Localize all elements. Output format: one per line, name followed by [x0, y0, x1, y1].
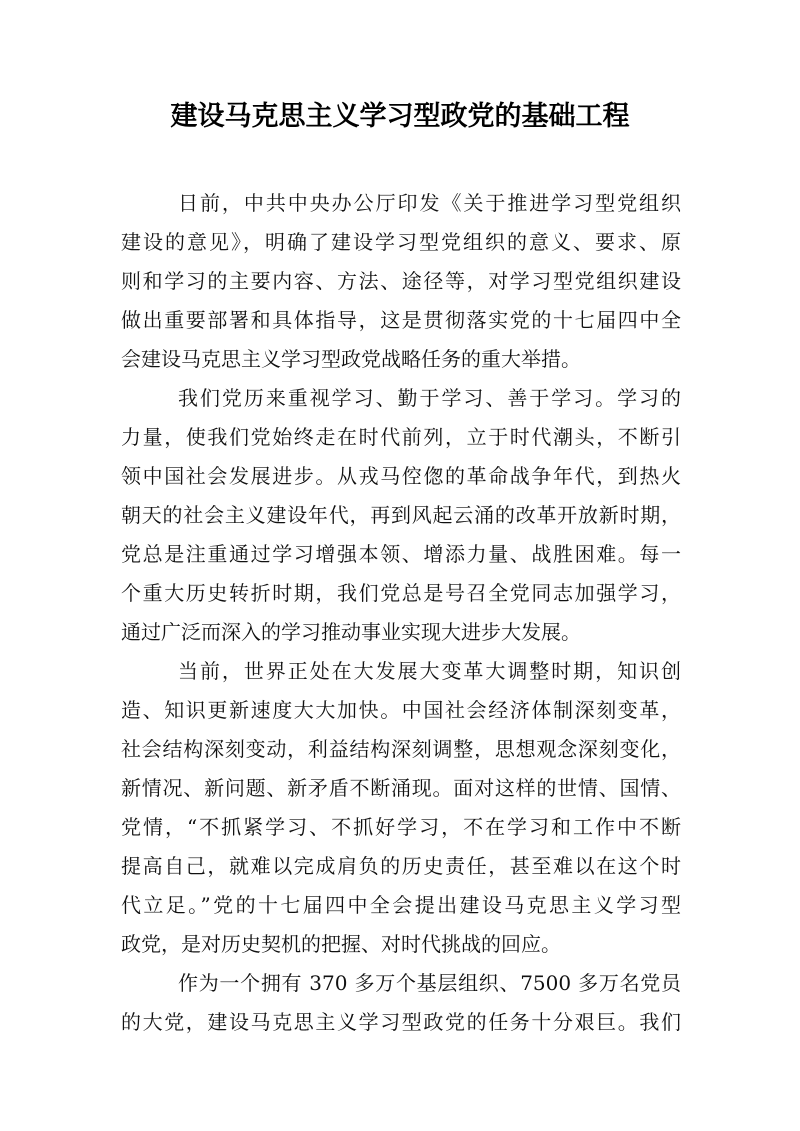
document-body [121, 184, 681, 1042]
body-line: 政党，是对历史契机的把握、对时代挑战的回应。 [121, 932, 561, 956]
body-line: 提高自己，就难以完成肩负的历史责任，甚至难以在这个时 [121, 854, 681, 878]
body-line: 代立足。”党的十七届四中全会提出建设马克思主义学习型 [121, 893, 681, 917]
body-line: 力量，使我们党始终走在时代前列，立于时代潮头，不断引 [121, 425, 681, 449]
body-line: 党总是注重通过学习增强本领、增添力量、战胜困难。每一 [121, 542, 681, 566]
body-line: 则和学习的主要内容、方法、途径等，对学习型党组织建设 [121, 269, 681, 293]
body-line: 当前，世界正处在大发展大变革大调整时期，知识创 [178, 659, 681, 683]
body-line: 作为一个拥有 370 多万个基层组织、7500 多万名党员 [178, 971, 681, 995]
body-line: 新情况、新问题、新矛盾不断涌现。面对这样的世情、国情、 [121, 776, 681, 800]
body-line: 通过广泛而深入的学习推动事业实现大进步大发展。 [121, 620, 581, 644]
body-line: 朝天的社会主义建设年代，再到风起云涌的改革开放新时期， [121, 503, 681, 527]
body-line: 做出重要部署和具体指导，这是贯彻落实党的十七届四中全 [121, 308, 681, 332]
body-line: 领中国社会发展进步。从戎马倥偬的革命战争年代，到热火 [121, 464, 681, 488]
body-line: 党情，“不抓紧学习、不抓好学习，不在学习和工作中不断 [121, 815, 681, 839]
body-line: 建设的意见》，明确了建设学习型党组织的意义、要求、原 [121, 230, 681, 254]
document-title: 建设马克思主义学习型政党的基础工程 [170, 101, 630, 132]
body-line: 社会结构深刻变动，利益结构深刻调整，思想观念深刻变化， [121, 737, 681, 761]
body-line: 个重大历史转折时期，我们党总是号召全党同志加强学习， [121, 581, 681, 605]
body-line: 我们党历来重视学习、勤于学习、善于学习。学习的 [178, 386, 681, 410]
body-line: 会建设马克思主义学习型政党战略任务的重大举措。 [121, 347, 581, 371]
body-line: 造、知识更新速度大大加快。中国社会经济体制深刻变革， [121, 698, 681, 722]
body-line: 的大党，建设马克思主义学习型政党的任务十分艰巨。我们 [121, 1010, 681, 1034]
body-line: 日前，中共中央办公厅印发《关于推进学习型党组织 [178, 191, 681, 215]
